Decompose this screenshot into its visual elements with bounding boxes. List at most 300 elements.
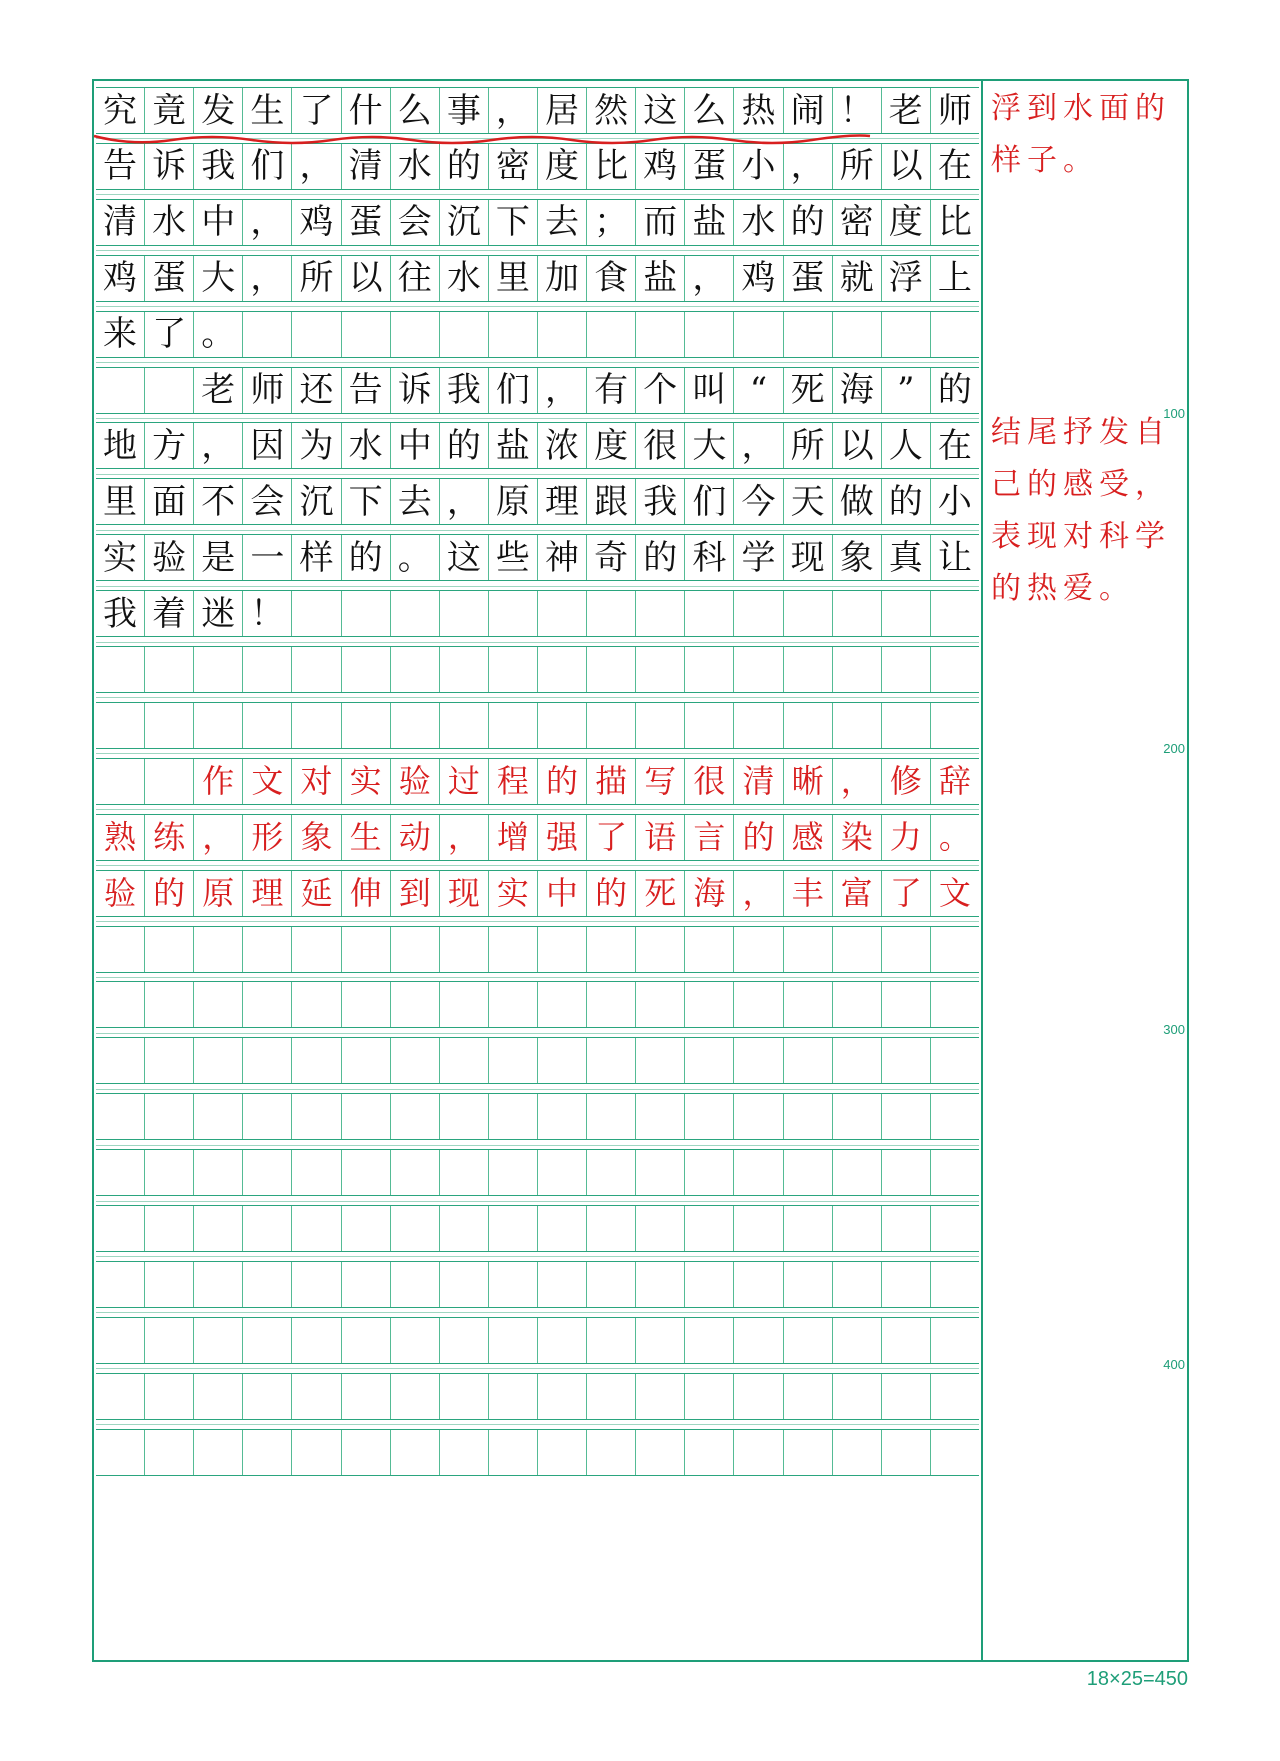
grid-cell — [145, 1318, 194, 1363]
grid-cell: 发 — [194, 88, 243, 133]
grid-cell: 程 — [489, 759, 538, 804]
grid-cell — [342, 1318, 391, 1363]
grid-cell — [882, 982, 931, 1027]
grid-cell: 我 — [636, 479, 685, 524]
grid-cell — [243, 1206, 292, 1251]
grid-cell — [391, 703, 440, 748]
grid-cell — [489, 1318, 538, 1363]
grid-cell: 清 — [96, 200, 145, 245]
grid-cell: 现 — [440, 871, 489, 916]
grid-cell — [685, 647, 734, 692]
grid-cell — [145, 1206, 194, 1251]
grid-cell: 原 — [489, 479, 538, 524]
grid-cell: 水 — [440, 256, 489, 301]
grid-cell — [784, 1262, 833, 1307]
grid-cell: ， — [243, 256, 292, 301]
grid-cell: 水 — [145, 200, 194, 245]
grid-cell: 死 — [636, 871, 685, 916]
grid-cell: 的 — [342, 535, 391, 580]
grid-cell: 么 — [391, 88, 440, 133]
grid-cell: 浓 — [538, 423, 587, 468]
grid-cell — [243, 1094, 292, 1139]
grid-cell — [784, 1038, 833, 1083]
grid-cell — [96, 647, 145, 692]
grid-cell: 为 — [292, 423, 341, 468]
grid-cell — [734, 1150, 783, 1195]
grid-cell — [636, 927, 685, 972]
row-gap-line — [96, 977, 979, 978]
grid-cell — [734, 591, 783, 636]
grid-cell — [96, 368, 145, 413]
grid-cell: 迷 — [194, 591, 243, 636]
grid-row — [96, 1261, 979, 1308]
row-gap-line — [96, 1201, 979, 1202]
grid-cell — [931, 1374, 979, 1419]
char-count-200: 200 — [1163, 741, 1185, 756]
grid-row — [96, 367, 979, 414]
grid-cell — [194, 1038, 243, 1083]
grid-cell: 下 — [489, 200, 538, 245]
grid-cell — [882, 1430, 931, 1475]
grid-cell — [440, 1094, 489, 1139]
grid-cell — [342, 312, 391, 357]
grid-cell — [685, 1374, 734, 1419]
grid-cell — [734, 982, 783, 1027]
row-gap-line — [96, 194, 979, 195]
grid-cell: 样 — [292, 535, 341, 580]
grid-cell — [882, 1150, 931, 1195]
row-gap-line — [96, 362, 979, 363]
grid-row — [96, 311, 979, 358]
grid-cell — [489, 591, 538, 636]
grid-cell: 诉 — [145, 144, 194, 189]
grid-cell — [292, 1206, 341, 1251]
grid-cell — [734, 1094, 783, 1139]
grid-cell: 居 — [538, 88, 587, 133]
grid-cell — [292, 1094, 341, 1139]
grid-cell — [243, 1262, 292, 1307]
grid-cell — [96, 1094, 145, 1139]
grid-row — [96, 478, 979, 525]
grid-cell: 度 — [587, 423, 636, 468]
grid-cell — [145, 982, 194, 1027]
writing-grid — [94, 81, 981, 1660]
grid-cell — [243, 982, 292, 1027]
grid-cell: 练 — [145, 815, 194, 860]
grid-row — [96, 758, 979, 805]
wavy-underline — [92, 130, 872, 150]
grid-cell: 以 — [882, 144, 931, 189]
grid-cell: 实 — [96, 535, 145, 580]
grid-cell — [145, 1038, 194, 1083]
grid-cell — [587, 1094, 636, 1139]
grid-row — [96, 870, 979, 917]
grid-cell — [440, 312, 489, 357]
grid-cell: 小 — [937, 481, 972, 522]
grid-cell: 了 — [292, 88, 341, 133]
grid-cell: 去 — [538, 200, 587, 245]
grid-cell — [440, 927, 489, 972]
grid-cell — [931, 591, 979, 636]
grid-cell: 所 — [833, 144, 882, 189]
grid-cell: 事 — [440, 88, 489, 133]
grid-cell — [292, 312, 341, 357]
grid-cell — [391, 1262, 440, 1307]
grid-cell: 中 — [538, 871, 587, 916]
grid-cell: 们 — [489, 368, 538, 413]
grid-cell — [145, 927, 194, 972]
grid-cell — [342, 1262, 391, 1307]
grid-cell — [734, 1038, 783, 1083]
grid-cell: 热 — [734, 88, 783, 133]
grid-cell — [342, 927, 391, 972]
grid-cell — [636, 1038, 685, 1083]
grid-cell — [685, 591, 734, 636]
grid-cell — [194, 703, 243, 748]
grid-cell — [636, 703, 685, 748]
grid-cell — [243, 312, 292, 357]
grid-cell — [636, 1150, 685, 1195]
grid-cell — [784, 1430, 833, 1475]
grid-cell — [440, 1206, 489, 1251]
grid-cell: 盐 — [636, 256, 685, 301]
grid-cell: 而 — [636, 200, 685, 245]
grid-cell — [292, 982, 341, 1027]
grid-cell — [636, 1430, 685, 1475]
grid-cell: 实 — [489, 871, 538, 916]
grid-cell: 富 — [833, 871, 882, 916]
grid-cell: 到 — [391, 871, 440, 916]
grid-cell: 是 — [194, 535, 243, 580]
grid-cell — [882, 1038, 931, 1083]
grid-row — [96, 422, 979, 469]
grid-cell — [440, 591, 489, 636]
grid-cell: 度 — [882, 200, 931, 245]
grid-cell: 水 — [734, 200, 783, 245]
grid-cell — [440, 1374, 489, 1419]
composition-paper — [92, 79, 1189, 1662]
grid-cell: 海 — [685, 871, 734, 916]
grid-cell: 了 — [145, 312, 194, 357]
grid-cell — [194, 1318, 243, 1363]
row-gap-line — [96, 697, 979, 698]
grid-cell: 比 — [587, 144, 636, 189]
grid-cell: 究 — [96, 88, 145, 133]
grid-cell: 清 — [342, 144, 391, 189]
grid-cell — [931, 312, 979, 357]
grid-row — [96, 87, 979, 134]
grid-cell — [538, 982, 587, 1027]
grid-cell: 实 — [342, 759, 391, 804]
grid-cell — [96, 982, 145, 1027]
grid-cell — [784, 1318, 833, 1363]
grid-cell — [882, 1094, 931, 1139]
grid-cell: 形 — [243, 815, 292, 860]
grid-cell — [587, 1318, 636, 1363]
margin-note-ending: 结尾抒发自 己的感受， 表现对科学 的热爱。 — [991, 415, 1171, 606]
grid-cell — [292, 1262, 341, 1307]
grid-cell: 让 — [937, 537, 972, 578]
grid-cell — [342, 647, 391, 692]
grid-cell — [342, 1150, 391, 1195]
grid-cell — [538, 1094, 587, 1139]
grid-cell: 去 — [391, 479, 440, 524]
grid-cell: 的 — [636, 535, 685, 580]
grid-cell — [931, 927, 979, 972]
grid-cell — [833, 927, 882, 972]
row-gap-line — [96, 250, 979, 251]
grid-cell — [489, 1150, 538, 1195]
grid-cell: ， — [489, 88, 538, 133]
grid-cell — [882, 1206, 931, 1251]
grid-cell — [734, 1206, 783, 1251]
grid-cell — [292, 1374, 341, 1419]
grid-cell: ， — [538, 368, 587, 413]
grid-cell: 我 — [440, 368, 489, 413]
grid-cell — [587, 1430, 636, 1475]
grid-cell: 大 — [685, 423, 734, 468]
grid-cell — [587, 703, 636, 748]
grid-cell — [391, 312, 440, 357]
grid-cell: 老 — [882, 88, 931, 133]
grid-cell — [587, 591, 636, 636]
grid-cell — [243, 1318, 292, 1363]
grid-cell: 来 — [96, 312, 145, 357]
grid-cell — [833, 312, 882, 357]
grid-cell: 鸡 — [636, 144, 685, 189]
grid-cell — [587, 1038, 636, 1083]
grid-cell: ， — [292, 144, 341, 189]
grid-cell — [882, 927, 931, 972]
grid-cell — [882, 591, 931, 636]
grid-cell — [194, 1374, 243, 1419]
grid-cell — [734, 1430, 783, 1475]
grid-cell: 的 — [784, 200, 833, 245]
grid-cell — [784, 982, 833, 1027]
grid-cell: ， — [440, 479, 489, 524]
grid-cell — [833, 1094, 882, 1139]
grid-cell — [538, 1374, 587, 1419]
grid-cell — [243, 1150, 292, 1195]
grid-cell: 水 — [391, 144, 440, 189]
grid-cell: 蛋 — [685, 144, 734, 189]
grid-cell — [931, 1150, 979, 1195]
grid-cell — [931, 1206, 979, 1251]
grid-cell — [243, 927, 292, 972]
grid-cell: 文 — [243, 759, 292, 804]
grid-cell: 还 — [292, 368, 341, 413]
grid-cell — [391, 647, 440, 692]
grid-cell — [833, 1430, 882, 1475]
grid-cell — [833, 647, 882, 692]
grid-cell: 食 — [587, 256, 636, 301]
grid-cell: 象 — [292, 815, 341, 860]
grid-cell: 伸 — [342, 871, 391, 916]
grid-cell: 的 — [937, 370, 972, 410]
grid-row — [96, 814, 979, 861]
grid-cell: 什 — [342, 88, 391, 133]
grid-cell: 海 — [833, 368, 882, 413]
grid-cell: 蛋 — [342, 200, 391, 245]
grid-cell — [784, 1150, 833, 1195]
grid-cell — [96, 703, 145, 748]
grid-row — [96, 981, 979, 1028]
grid-cell — [194, 982, 243, 1027]
grid-cell: 辞 — [938, 762, 971, 801]
grid-cell — [342, 1094, 391, 1139]
grid-cell: 有 — [587, 368, 636, 413]
grid-cell — [489, 1374, 538, 1419]
grid-row — [96, 590, 979, 637]
grid-cell: 神 — [538, 535, 587, 580]
char-count-300: 300 — [1163, 1022, 1185, 1037]
grid-cell — [734, 1318, 783, 1363]
grid-cell — [538, 1262, 587, 1307]
grid-cell — [440, 1430, 489, 1475]
grid-cell — [784, 647, 833, 692]
grid-cell — [784, 1206, 833, 1251]
grid-cell: 写 — [636, 759, 685, 804]
grid-cell — [243, 703, 292, 748]
grid-cell — [882, 1374, 931, 1419]
grid-cell — [145, 1374, 194, 1419]
grid-cell — [96, 1430, 145, 1475]
grid-cell — [734, 1262, 783, 1307]
grid-cell — [636, 1206, 685, 1251]
grid-cell — [440, 1262, 489, 1307]
row-gap-line — [96, 865, 979, 866]
grid-cell: ， — [685, 256, 734, 301]
grid-cell — [489, 927, 538, 972]
grid-cell: 度 — [538, 144, 587, 189]
grid-cell — [145, 368, 194, 413]
grid-cell: 作 — [194, 759, 243, 804]
grid-cell: 很 — [685, 759, 734, 804]
grid-cell — [833, 703, 882, 748]
grid-row — [96, 534, 979, 581]
grid-row — [96, 646, 979, 693]
grid-cell: ， — [734, 423, 783, 468]
grid-cell: 比 — [937, 202, 972, 243]
grid-cell — [440, 1318, 489, 1363]
grid-cell: 面 — [145, 479, 194, 524]
grid-cell: 闹 — [784, 88, 833, 133]
grid-cell — [833, 1150, 882, 1195]
grid-cell — [685, 703, 734, 748]
grid-cell: 蛋 — [784, 256, 833, 301]
grid-cell — [636, 312, 685, 357]
row-gap-line — [96, 474, 979, 475]
grid-cell — [587, 1206, 636, 1251]
grid-cell — [685, 927, 734, 972]
grid-cell: 染 — [833, 815, 882, 860]
grid-cell — [194, 927, 243, 972]
grid-cell — [391, 1206, 440, 1251]
grid-cell — [96, 1318, 145, 1363]
grid-cell — [440, 982, 489, 1027]
grid-cell — [96, 759, 145, 804]
grid-cell — [784, 591, 833, 636]
grid-cell: 言 — [685, 815, 734, 860]
grid-cell — [685, 1094, 734, 1139]
grid-cell: 的 — [882, 479, 931, 524]
grid-cell: 生 — [243, 88, 292, 133]
grid-row — [96, 255, 979, 302]
grid-cell — [734, 703, 783, 748]
grid-cell: 了 — [587, 815, 636, 860]
grid-cell — [833, 1038, 882, 1083]
grid-cell — [342, 1206, 391, 1251]
grid-cell: 浮 — [882, 256, 931, 301]
grid-cell — [784, 703, 833, 748]
grid-cell — [145, 1430, 194, 1475]
margin-notes-column — [981, 81, 1187, 1660]
grid-row — [96, 1317, 979, 1364]
grid-cell: 了 — [882, 871, 931, 916]
grid-cell — [194, 1150, 243, 1195]
grid-cell: 然 — [587, 88, 636, 133]
grid-row — [96, 199, 979, 246]
grid-cell: 里 — [96, 479, 145, 524]
grid-cell — [489, 647, 538, 692]
grid-cell: 现 — [784, 535, 833, 580]
grid-cell: 对 — [292, 759, 341, 804]
grid-cell: 所 — [784, 423, 833, 468]
grid-cell: 上 — [937, 258, 972, 299]
grid-cell — [538, 1430, 587, 1475]
row-gap-line — [96, 1424, 979, 1425]
grid-cell: 盐 — [489, 423, 538, 468]
grid-cell — [194, 1430, 243, 1475]
grid-cell: 的 — [440, 423, 489, 468]
grid-cell: 的 — [734, 815, 783, 860]
grid-cell — [96, 1038, 145, 1083]
grid-cell — [833, 982, 882, 1027]
grid-cell: 我 — [194, 144, 243, 189]
grid-cell: 动 — [391, 815, 440, 860]
grid-row — [96, 1429, 979, 1476]
grid-cell — [734, 312, 783, 357]
grid-cell — [342, 591, 391, 636]
grid-cell — [931, 1094, 979, 1139]
grid-cell — [685, 1318, 734, 1363]
grid-cell — [538, 703, 587, 748]
grid-cell — [243, 1038, 292, 1083]
grid-row — [96, 926, 979, 973]
grid-row — [96, 1037, 979, 1084]
grid-cell: 些 — [489, 535, 538, 580]
grid-cell — [931, 1262, 979, 1307]
grid-cell — [784, 1094, 833, 1139]
grid-cell: ， — [440, 815, 489, 860]
grid-cell — [636, 591, 685, 636]
grid-cell — [882, 703, 931, 748]
grid-cell — [833, 1262, 882, 1307]
grid-cell: 晰 — [784, 759, 833, 804]
grid-cell — [391, 927, 440, 972]
grid-cell — [833, 1318, 882, 1363]
grid-cell: 死 — [784, 368, 833, 413]
grid-cell — [538, 1206, 587, 1251]
grid-cell: 师 — [243, 368, 292, 413]
grid-cell — [538, 1038, 587, 1083]
grid-cell — [636, 1374, 685, 1419]
grid-cell — [145, 1150, 194, 1195]
grid-cell — [882, 1318, 931, 1363]
grid-cell: 大 — [194, 256, 243, 301]
grid-cell — [784, 1374, 833, 1419]
row-gap-line — [96, 1256, 979, 1257]
